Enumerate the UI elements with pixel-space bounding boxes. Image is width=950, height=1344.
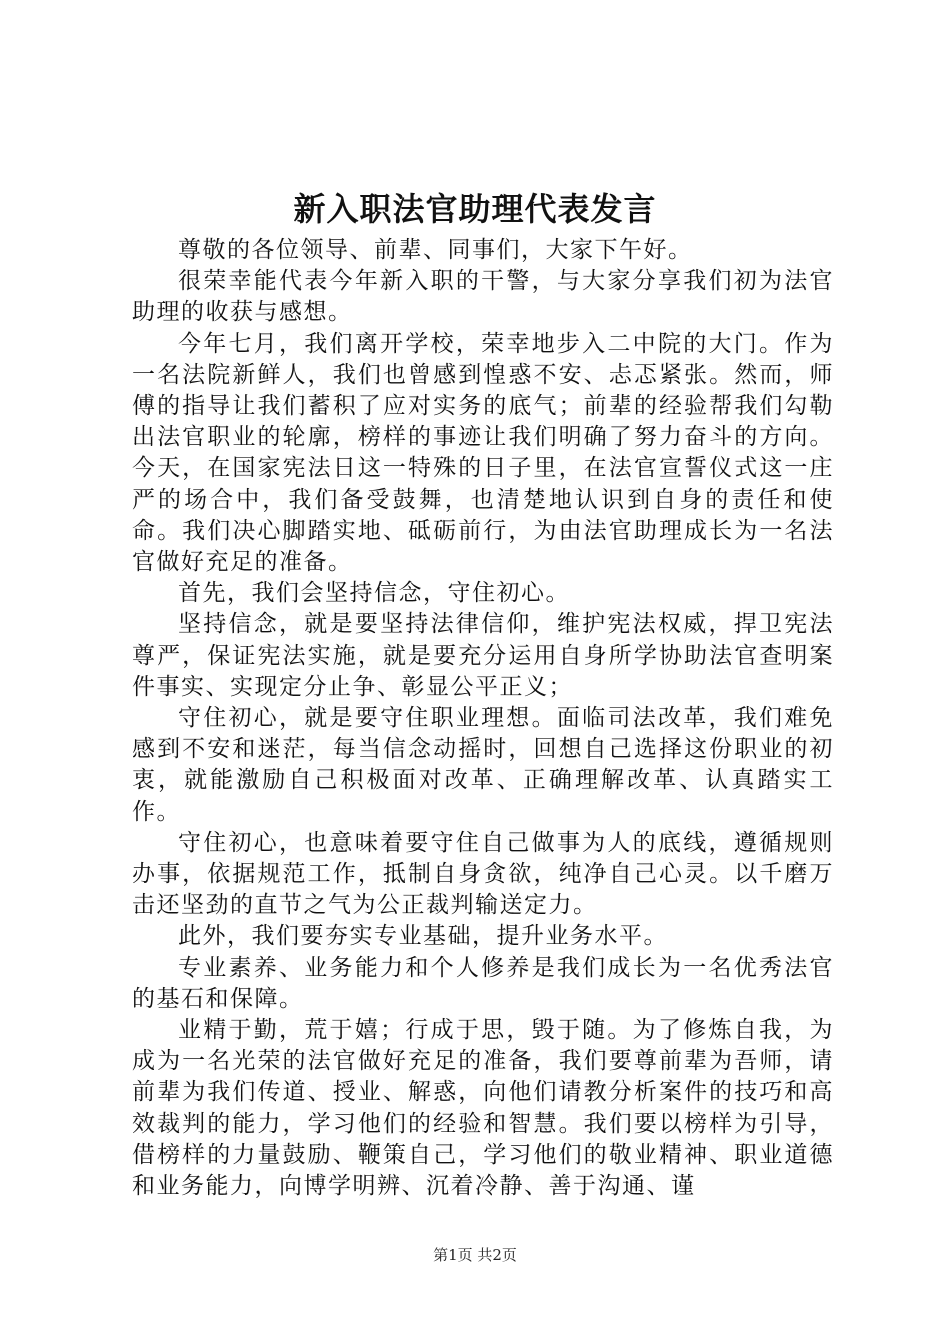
paragraph-first-point: 首先，我们会坚持信念，守住初心。 (178, 580, 570, 607)
paragraph-second-point: 此外，我们要夯实专业基础，提升业务水平。 (178, 923, 668, 950)
paragraph-bottom-line: 守住初心，也意味着要守住自己做事为人的底线，遵循规则办事，依据规范工作，抵制自身贪欲，纯净自己心灵。以千磨万击还坚劲的直节之气为公正裁判输送定力。 (132, 829, 834, 919)
paragraph-original-aspiration: 守住初心，就是要守住职业理想。面临司法改革，我们难免感到不安和迷茫，每当信念动摇时，回想自己选择这份职业的初衷，就能激励自己积极面对改革、正确理解改革、认真踏实工作。 (132, 705, 834, 825)
paragraph-belief: 坚持信念，就是要坚持法律信仰，维护宪法权威，捍卫宪法尊严，保证宪法实施，就是要充分运用自身所学协助法官查明案件事实、实现定分止争、彰显公平正义； (132, 611, 834, 700)
paragraph-greeting: 尊敬的各位领导、前辈、同事们，大家下午好。 (178, 237, 693, 263)
page-number: 第1页 共2页 (433, 1246, 517, 1264)
paragraph-intro: 很荣幸能代表今年新入职的干警，与大家分享我们初为法官助理的收获与感想。 (132, 268, 834, 326)
paragraph-july: 今年七月，我们离开学校，荣幸地步入二中院的大门。作为一名法院新鲜人，我们也曾感到惶惑不安、忐忑紧张。然而，师傅的指导让我们蓄积了应对实务的底气；前辈的经验帮我们勾勒出法官职业的轮廓，榜样的事迹让我们明确了努力奋斗的方向。今天，在国家宪法日这一特殊的日子里，在法官宣誓仪式这一庄严的场合中，我们备受鼓舞，也清楚地认识到自身的责任和使命。我们决心脚踏实地、砥砺前行，为由法官助理成长为一名法官做好充足的准备。 (132, 330, 834, 576)
document-title: 新入职法官助理代表发言 (293, 190, 657, 228)
paragraph-diligence: 业精于勤，荒于嬉；行成于思，毁于随。为了修炼自我，为成为一名光荣的法官做好充足的准备，我们要尊前辈为吾师，请前辈为我们传道、授业、解惑，向他们请教分析案件的技巧和高效裁判的能力，学习他们的经验和智慧。我们要以榜样为引导，借榜样的力量鼓励、鞭策自己，学习他们的敬业精神、职业道德和业务能力，向博学明辨、沉着冷静、善于沟通、谨 (132, 1017, 834, 1200)
document-body (132, 235, 834, 1202)
paragraph-professional-quality: 专业素养、业务能力和个人修养是我们成长为一名优秀法官的基石和保障。 (132, 954, 834, 1012)
